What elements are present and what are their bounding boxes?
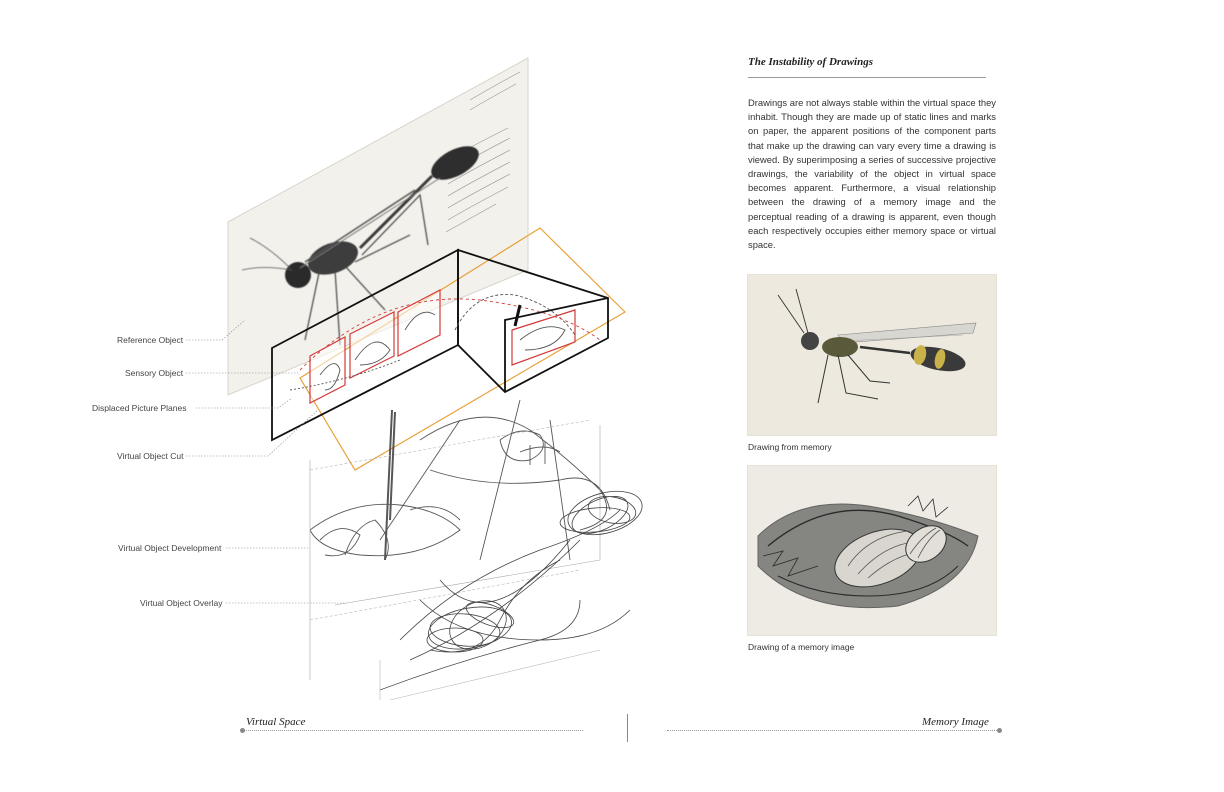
footer-right-label: Memory Image — [922, 716, 989, 728]
footer-left-label: Virtual Space — [246, 716, 306, 728]
figure-caption-memory: Drawing from memory — [748, 442, 832, 452]
article-body: Drawings are not always stable within the virtual space they inhabit. Though they are made up of static lines and marks on paper, the apparent positions of the component parts that make up the drawing can vary every time a drawing is viewed. By superimposing a series of successive projective drawings, the variability of the object in virtual space becomes apparent. Furthermore, a visual relationship between the drawing of a memory image and the perceptual reading of a drawing is apparent, even though each respectively occupies either memory space or virtual space. — [748, 97, 996, 251]
figure-drawing-from-memory — [748, 275, 996, 435]
callout-displaced-picture-planes: Displaced Picture Planes — [92, 403, 187, 413]
footer-right-rule — [667, 730, 999, 731]
footer-left-dot — [240, 728, 245, 733]
page-divider — [627, 714, 628, 742]
figure-drawing-memory-image — [748, 466, 996, 635]
callout-virtual-object-cut: Virtual Object Cut — [117, 451, 184, 461]
title-divider — [748, 77, 986, 78]
shell-sketch-icon — [748, 466, 996, 635]
callout-sensory-object: Sensory Object — [125, 368, 184, 378]
footer-right-dot — [997, 728, 1002, 733]
article-title: The Instability of Drawings — [748, 56, 873, 68]
callout-virtual-object-overlay: Virtual Object Overlay — [140, 598, 223, 608]
virtual-object-overlay — [380, 484, 647, 700]
callout-reference-object: Reference Object — [117, 335, 184, 345]
virtual-object-development — [310, 400, 610, 680]
callout-virtual-object-development: Virtual Object Development — [118, 543, 222, 553]
footer-left-rule — [243, 730, 583, 731]
wasp-sketch-icon — [748, 275, 996, 435]
figure-caption-memory-image: Drawing of a memory image — [748, 642, 855, 652]
